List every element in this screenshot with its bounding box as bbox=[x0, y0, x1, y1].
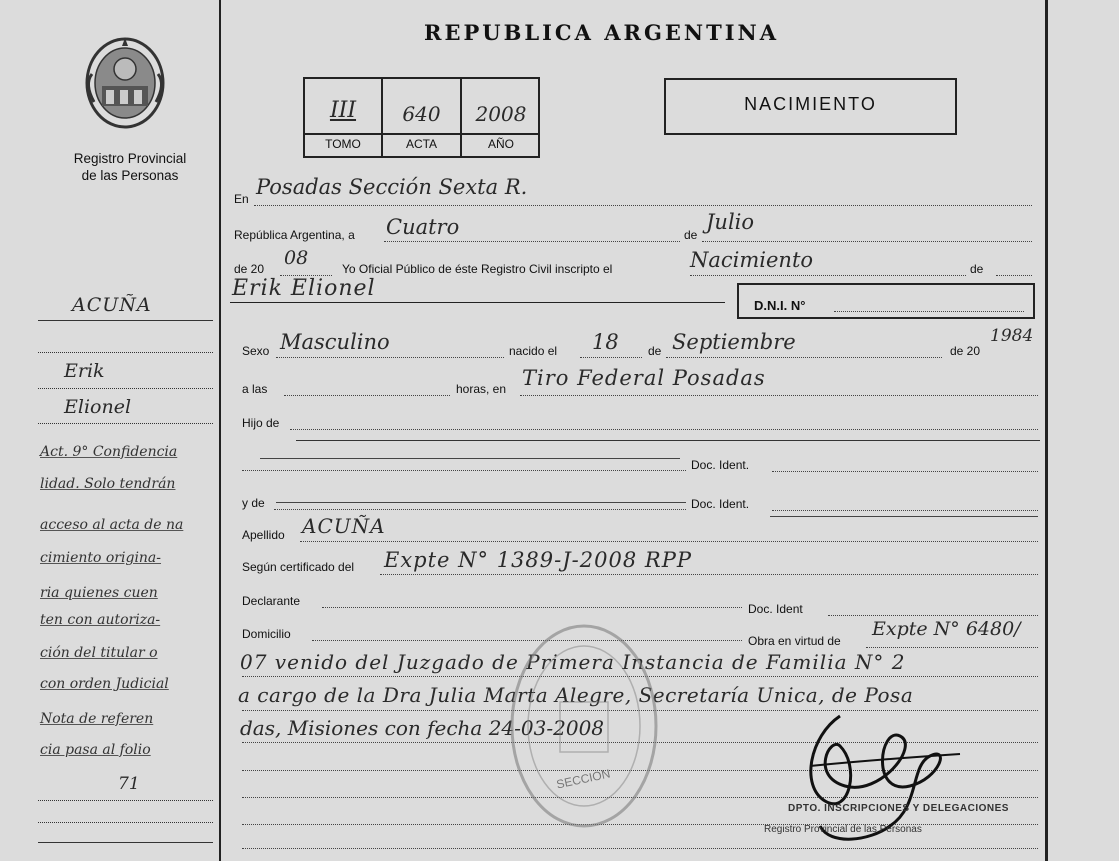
obra-label: Obra en virtud de bbox=[748, 634, 841, 648]
margin-note-line: ten con autoriza- bbox=[40, 612, 161, 628]
act-type-label: NACIMIENTO bbox=[744, 94, 877, 114]
nacido-mes-value: Septiembre bbox=[672, 330, 796, 354]
hijo-label: Hijo de bbox=[242, 416, 280, 430]
margin-divider bbox=[219, 0, 221, 861]
sexo-label: Sexo bbox=[242, 344, 270, 358]
anio-label: AÑO bbox=[487, 137, 514, 151]
margin-rule bbox=[38, 822, 213, 823]
nacido-dia-line bbox=[580, 357, 642, 358]
doc-ident-line bbox=[772, 471, 1038, 472]
lugar-value: Tiro Federal Posadas bbox=[522, 366, 766, 390]
margin-note-line: con orden Judicial bbox=[40, 676, 169, 692]
strike-line bbox=[276, 502, 686, 503]
name-line bbox=[230, 302, 725, 303]
stamp-dept: DPTO. INSCRIPCIONES Y DELEGACIONES bbox=[788, 803, 1009, 814]
sexo-value: Masculino bbox=[280, 330, 390, 354]
madre-line bbox=[274, 509, 686, 510]
acta-label: ACTA bbox=[405, 137, 438, 151]
margin-surname: ACUÑA bbox=[72, 294, 152, 316]
margin-note-line: cia pasa al folio bbox=[40, 742, 151, 758]
apellido-value: ACUÑA bbox=[302, 514, 386, 538]
margin-rule bbox=[38, 842, 213, 843]
nacido-mes-line bbox=[666, 357, 942, 358]
margin-note-line: lidad. Solo tendrán bbox=[40, 476, 176, 492]
round-stamp bbox=[508, 622, 660, 830]
mes-line bbox=[702, 241, 1032, 242]
margin-rule bbox=[38, 320, 213, 321]
stamp-text: SECCION bbox=[555, 766, 612, 792]
registry-name-line2: de las Personas bbox=[81, 168, 179, 183]
lugar-line bbox=[520, 395, 1038, 396]
inscripto-value: Nacimiento bbox=[690, 248, 814, 272]
segun-value: Expte N° 1389-J-2008 RPP bbox=[384, 548, 692, 572]
anio-prefix-label: de 20 bbox=[234, 262, 265, 276]
margin-rule bbox=[38, 352, 213, 353]
anio-value: 2008 bbox=[475, 102, 527, 126]
en-label: En bbox=[234, 192, 249, 206]
nacido-anio-label: de 20 bbox=[950, 344, 981, 358]
doc-ident-line-3 bbox=[828, 615, 1038, 616]
strike-line bbox=[296, 440, 1040, 441]
registry-name bbox=[40, 150, 220, 184]
obra-value: Expte N° 6480/ bbox=[872, 618, 1021, 640]
acta-value: 640 bbox=[402, 102, 441, 126]
record-divider bbox=[303, 133, 540, 135]
margin-note-line: cimiento origina- bbox=[40, 550, 162, 566]
padre-line bbox=[242, 470, 686, 471]
declarante-label: Declarante bbox=[242, 594, 301, 608]
margin-rule bbox=[38, 423, 213, 424]
margin-note-line: 71 bbox=[118, 774, 140, 794]
margin-note-line: Act. 9° Confidencia bbox=[40, 444, 178, 460]
hijo-line bbox=[290, 429, 1038, 430]
country-title: REPUBLICA ARGENTINA bbox=[424, 20, 780, 45]
mes-value: Julio bbox=[706, 210, 755, 234]
obra-text-line-3: a cargo de la Dra Julia Marta Alegre, Secretaría Unica, de Posa bbox=[238, 683, 914, 707]
dia-line bbox=[384, 241, 680, 242]
margin-middle-name: Elionel bbox=[64, 396, 132, 418]
dia-value: Cuatro bbox=[386, 215, 460, 239]
seal-icon bbox=[82, 34, 168, 132]
segun-line bbox=[380, 574, 1038, 575]
margin-note-line: ria quienes cuen bbox=[40, 585, 158, 601]
obra-line bbox=[866, 647, 1038, 648]
en-value: Posadas Sección Sexta R. bbox=[256, 175, 528, 199]
obra-text-line-2: 07 venido del Juzgado de Primera Instancia de Familia N° 2 bbox=[240, 650, 906, 674]
nacido-de-label: de bbox=[648, 344, 662, 358]
de-tail-line bbox=[996, 275, 1032, 276]
registry-name-line1: Registro Provincial bbox=[73, 151, 187, 166]
tomo-label: TOMO bbox=[325, 137, 361, 151]
margin-note-line: acceso al acta de na bbox=[40, 517, 184, 533]
en-line bbox=[254, 205, 1032, 206]
declarante-line bbox=[322, 607, 742, 608]
form-right-border bbox=[1045, 0, 1048, 861]
yde-label: y de bbox=[242, 496, 265, 510]
oficial-label: Yo Oficial Público de éste Registro Civil inscripto el bbox=[342, 262, 613, 276]
republica-label: República Argentina, a bbox=[234, 228, 355, 242]
inscripto-line bbox=[690, 275, 966, 276]
stamp-icon bbox=[508, 622, 660, 830]
margin-note-line: Nota de referen bbox=[40, 711, 154, 727]
segun-label: Según certificado del bbox=[242, 560, 355, 574]
dni-label: D.N.I. N° bbox=[754, 298, 806, 313]
anio-suffix-value: 08 bbox=[284, 247, 309, 269]
tomo-value: III bbox=[329, 98, 357, 123]
doc-ident-label-3: Doc. Ident bbox=[748, 602, 803, 616]
margin-note-line: ción del titular o bbox=[40, 645, 158, 661]
margin-rule bbox=[38, 800, 213, 801]
dni-line bbox=[834, 311, 1024, 312]
apellido-label: Apellido bbox=[242, 528, 285, 542]
doc-ident-label: Doc. Ident. bbox=[691, 458, 750, 472]
hora-line bbox=[284, 395, 450, 396]
alas-label: a las bbox=[242, 382, 268, 396]
doc-ident-line-2 bbox=[772, 510, 1038, 511]
margin-rule bbox=[38, 388, 213, 389]
nacido-dia-value: 18 bbox=[592, 330, 619, 354]
nacido-label: nacido el bbox=[509, 344, 558, 358]
margin-first-name: Erik bbox=[64, 360, 105, 382]
apellido-line bbox=[300, 541, 1038, 542]
mes-de-label: de bbox=[684, 228, 698, 242]
doc-ident-label-2: Doc. Ident. bbox=[691, 497, 750, 511]
nacido-anio-value: 1984 bbox=[990, 326, 1034, 346]
province-seal bbox=[82, 34, 168, 132]
sexo-line bbox=[276, 357, 504, 358]
strike-line bbox=[770, 516, 1038, 517]
horas-label: horas, en bbox=[456, 382, 507, 396]
de-tail-label: de bbox=[970, 262, 984, 276]
obra-text-line-4: das, Misiones con fecha 24-03-2008 bbox=[240, 716, 605, 740]
stamp-org: Registro Provincial de las Personas bbox=[764, 824, 922, 835]
strike-line bbox=[260, 458, 680, 459]
full-name-value: Erik Elionel bbox=[232, 276, 376, 301]
domicilio-label: Domicilio bbox=[242, 627, 291, 641]
